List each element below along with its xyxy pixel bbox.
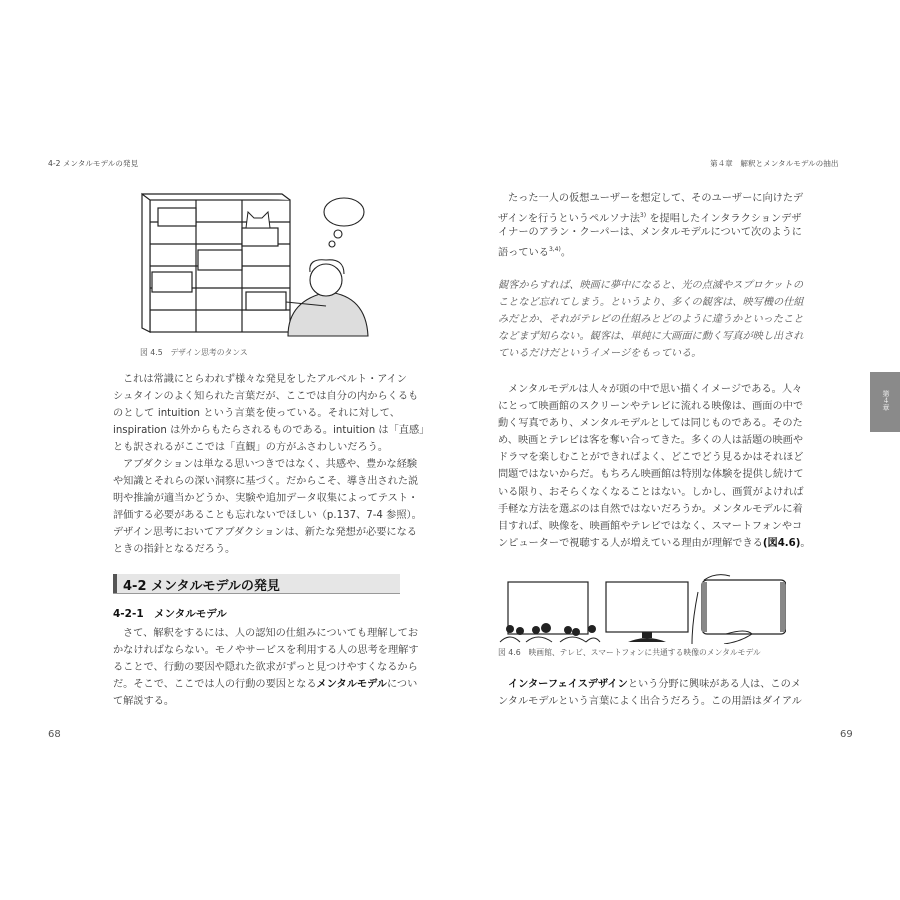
right-paragraph-2: [498, 381, 811, 552]
bold-term: (図4.6): [762, 537, 801, 549]
chapter-side-tab: [870, 372, 900, 432]
text-line: シュタインのよく知られた言葉だが、ここでは自分の内からくるも: [113, 391, 419, 403]
section-heading-box: [113, 574, 400, 594]
quote-block: [498, 277, 804, 362]
left-paragraph-3: [113, 625, 419, 710]
text-line: や知識とそれらの深い洞察に基づく。だからこそ、導き出された説: [113, 476, 419, 488]
right-paragraph-3: [498, 676, 802, 710]
text-line: [498, 241, 785, 258]
left-paragraph-2: [113, 456, 422, 559]
bold-term: メンタルモデル: [316, 679, 387, 691]
text-line: みだとか、それがテレビの仕組みとどのように違うかといったこと: [498, 314, 804, 326]
text-line: ことなど忘れてしまう。というより、多くの観客は、映写機の仕組: [498, 297, 804, 309]
text-line: [113, 676, 418, 693]
text-segment: を提唱したインタラクションデザ: [646, 213, 802, 225]
smartphone-drawing: [692, 575, 786, 644]
text-line: 観客からすれば、映画に夢中になると、光の点滅やスプロケットの: [498, 280, 804, 291]
right-paragraph-1: [498, 190, 804, 259]
text-segment: だ。そこで、ここでは人の行動の要因となる: [113, 679, 317, 691]
footnote-reference: 3,4): [548, 246, 561, 254]
figure-4-5-illustration: [138, 188, 378, 343]
text-line: デザイン思考においてアブダクションは、新たな発想が必要になる: [113, 527, 417, 539]
text-line: 評価する必要があることも忘れないでほしい（p.137、7-4 参照）。: [113, 510, 422, 522]
text-line: [498, 207, 802, 225]
text-line: ドラマを楽しむことができればよく、どこでどう見るかはそれほど: [498, 452, 804, 464]
page-number-left: 68: [48, 729, 61, 740]
text-line: inspiration は外からもたらされるものである。intuition は「直感」: [113, 425, 430, 437]
text-segment: ザインを行うというペルソナ法: [498, 213, 640, 225]
text-line: これは常識にとらわれず様々な発見をしたアルベルト・アイン: [123, 374, 407, 385]
text-line: 問題ではないからだ。もちろん映画館は特別な体験を提供し続けて: [498, 469, 804, 481]
text-line: [498, 676, 801, 693]
text-line: ているだけだというイメージをもっている。: [498, 348, 702, 360]
text-line: アブダクションは単なる思いつきではなく、共感や、豊かな経験: [123, 459, 418, 470]
running-header-right: 第４章 解釈とメンタルモデルの抽出: [710, 159, 839, 168]
text-line: ることで、行動の要因や隠れた欲求がずっと見つけやすくなるから: [113, 662, 418, 674]
text-line: イナーのアラン・クーパーは、メンタルモデルについて次のように: [498, 227, 802, 239]
text-segment: につい: [386, 679, 418, 691]
text-line: いる限り、おそらくなくなることはない。しかし、画質がよければ: [498, 486, 804, 498]
figure-4-6-illustration: [496, 572, 786, 644]
figure-4-5-caption: 図 4.5 デザイン思考のタンス: [140, 348, 248, 357]
text-segment: ンピューターで視聴する人が増えている理由が理解できる: [498, 537, 763, 549]
text-line: ときの指針となるだろう。: [113, 544, 236, 556]
text-line: のとして intuition という言葉を使っている。それに対して、: [113, 408, 400, 420]
television-drawing: [606, 582, 688, 642]
text-line: さて、解釈をするには、人の認知の仕組みについても理解してお: [123, 628, 419, 639]
text-line: 明や推論が適当かどうか、実験や追加データ収集によってテスト・: [113, 493, 419, 505]
section-heading-bar: [113, 574, 117, 593]
left-paragraph-1: [113, 371, 430, 456]
footnote-reference: 3): [639, 212, 647, 220]
text-line: て解説する。: [113, 696, 175, 708]
running-header-left: 4-2 メンタルモデルの発見: [48, 159, 139, 168]
text-segment: という分野に興味がある人は、このメ: [627, 679, 801, 690]
text-line: などまず知らない。観客は、単純に大画面に動く写真が映し出され: [498, 331, 804, 343]
text-line: ンタルモデルという言葉によく出合うだろう。この用語はダイアル: [498, 696, 802, 708]
page-number-right: 69: [840, 729, 853, 740]
text-segment: 。: [800, 537, 811, 549]
text-line: にとって映画館のスクリーンやテレビに流れる映像は、画面の中で: [498, 401, 804, 413]
text-segment: 語っている: [498, 247, 549, 259]
subsection-heading: 4-2-1 メンタルモデル: [113, 608, 227, 620]
text-segment: 。: [560, 247, 572, 259]
text-line: とも訳されるがここでは「直観」の方がふさわしいだろう。: [113, 442, 389, 454]
bold-term: インターフェイスデザイン: [508, 679, 628, 690]
text-line: メンタルモデルは人々が頭の中で思い描くイメージである。人々: [508, 384, 803, 395]
text-line: 目すれば、映像を、映画館やテレビではなく、スマートフォンやコ: [498, 520, 803, 532]
text-line: かなければならない。モノやサービスを利用する人の思考を理解す: [113, 645, 419, 657]
text-line: [498, 535, 811, 552]
text-line: 手軽な方法を選ぶのは自然ではないだろうか。メンタルモデルに着: [498, 503, 803, 515]
text-line: たった一人の仮想ユーザーを想定して、そのユーザーに向けたデ: [508, 193, 804, 204]
scientist-figure: [286, 198, 368, 336]
section-heading: 4-2 メンタルモデルの発見: [123, 579, 280, 594]
text-line: め、映画とテレビは客を奪い合ってきた。多くの人は話題の映画や: [498, 435, 804, 447]
figure-4-6-caption: 図 4.6 映画館、テレビ、スマートフォンに共通する映像のメンタルモデル: [498, 648, 761, 657]
text-line: 動く写真であり、メンタルモデルとしては同じものである。そのた: [498, 418, 803, 430]
cinema-screen-drawing: [500, 582, 600, 642]
chapter-tab-label: 第４章: [882, 390, 890, 411]
